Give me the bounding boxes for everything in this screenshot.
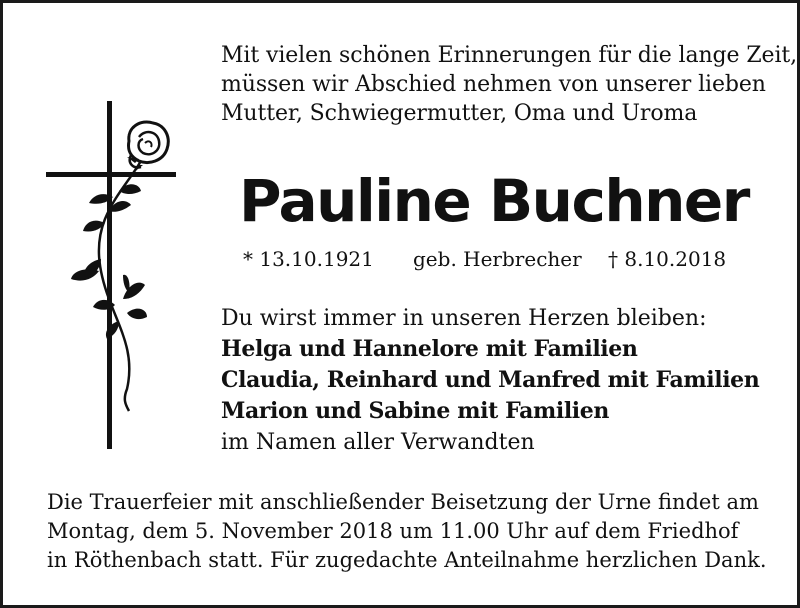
intro-line: Mutter, Schwiegermutter, Oma und Uroma bbox=[221, 101, 698, 126]
deceased-name: Pauline Buchner bbox=[239, 167, 749, 235]
family-section bbox=[221, 303, 766, 458]
mourner-line: Helga und Hannelore mit Familien bbox=[221, 336, 638, 362]
funeral-info-line: Die Trauerfeier mit anschließender Beisetzung der Urne findet am bbox=[47, 490, 759, 514]
cross-with-rose-icon bbox=[43, 99, 183, 451]
relatives-line: im Namen aller Verwandten bbox=[221, 430, 535, 455]
mourner-line: Claudia, Reinhard und Manfred mit Familien bbox=[221, 367, 760, 393]
funeral-info-line: in Röthenbach statt. Für zugedachte Anteilnahme herzlichen Dank. bbox=[47, 548, 767, 572]
family-heading: Du wirst immer in unseren Herzen bleiben: bbox=[221, 306, 707, 331]
intro-line: müssen wir Abschied nehmen von unserer lieben bbox=[221, 72, 766, 97]
intro-line: Mit vielen schönen Erinnerungen für die lange Zeit, bbox=[221, 43, 798, 68]
funeral-info-line: Montag, dem 5. November 2018 um 11.00 Uhr auf dem Friedhof bbox=[47, 519, 739, 543]
death-date: † 8.10.2018 bbox=[608, 247, 727, 271]
maiden-name: geb. Herbrecher bbox=[413, 247, 582, 271]
life-dates bbox=[243, 246, 743, 272]
intro-text bbox=[221, 41, 798, 128]
funeral-info bbox=[47, 488, 767, 575]
mourner-line: Marion und Sabine mit Familien bbox=[221, 398, 609, 424]
birth-date: * 13.10.1921 bbox=[243, 247, 374, 271]
